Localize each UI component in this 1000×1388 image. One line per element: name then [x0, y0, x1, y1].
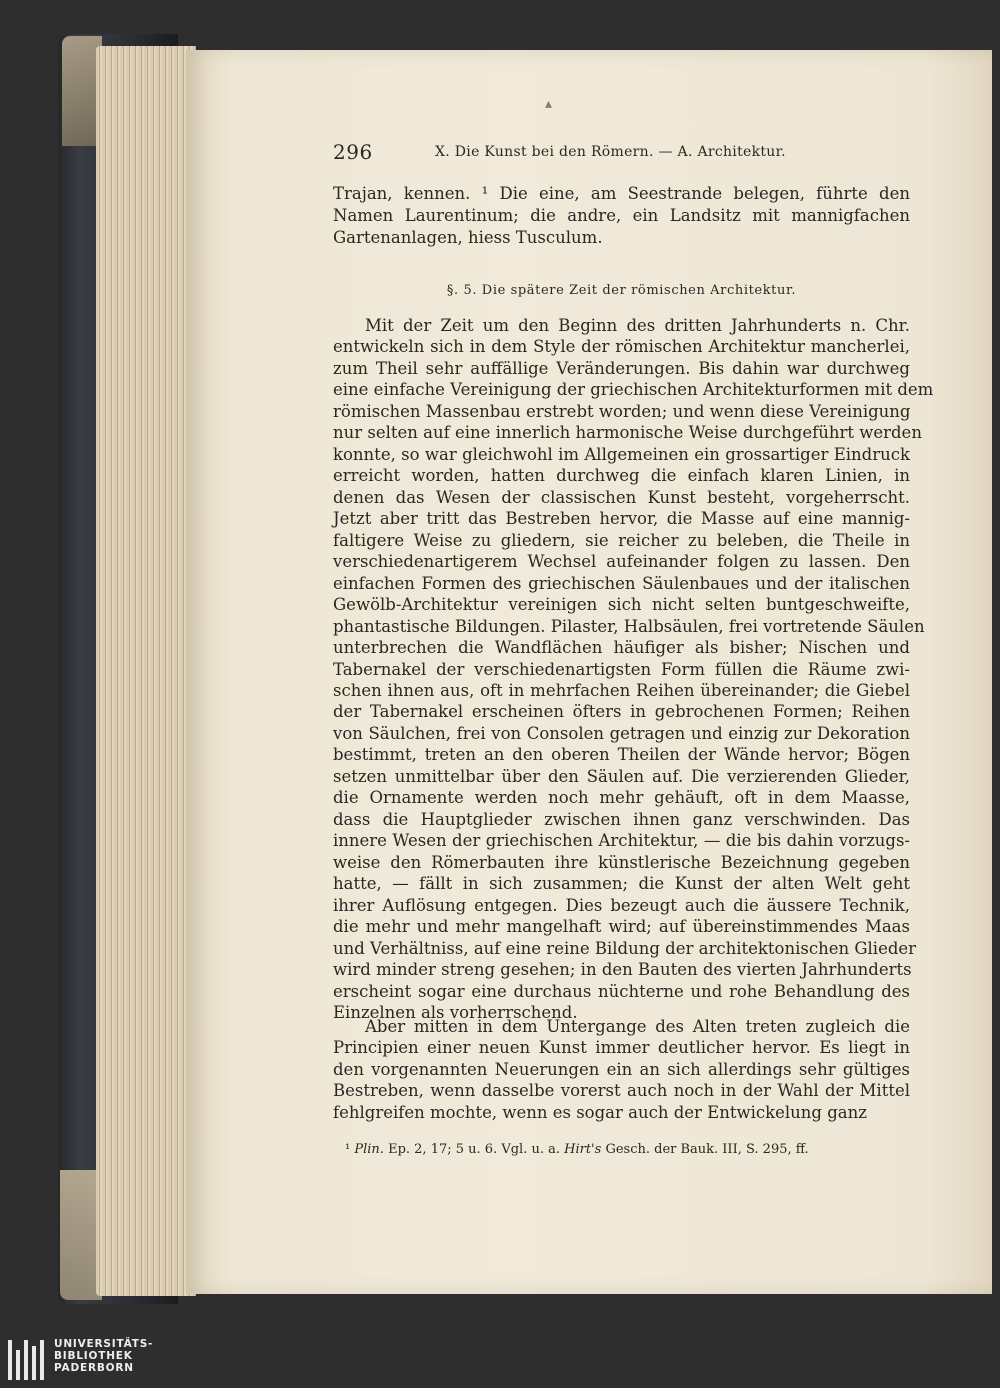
footnote-reference-2: Gesch. der Bauk. III, S. 295, ff.	[605, 1142, 809, 1157]
library-logo-line: PADERBORN	[54, 1362, 134, 1374]
page-number: 296	[333, 140, 373, 164]
text-line: zum Theil sehr auffällige Veränderungen. Bis dahin war durchweg	[333, 358, 910, 378]
text-line: setzen unmittelbar über den Säulen auf. Die verzierenden Glieder,	[333, 766, 910, 786]
running-head: X. Die Kunst bei den Römern. — A. Architektur.	[435, 144, 786, 160]
footnote	[345, 1142, 910, 1157]
text-line: Namen Laurentinum; die andre, ein Landsitz mit mannigfachen	[333, 206, 910, 225]
text-line: konnte, so war gleichwohl im Allgemeinen ein grossartiger Eindruck	[333, 444, 910, 464]
library-logo-icon	[8, 1340, 48, 1380]
page-edges	[96, 46, 196, 1296]
text-line: phantastische Bildungen. Pilaster, Halbsäulen, frei vortretende Säulen	[333, 616, 925, 636]
text-line: von Säulchen, frei von Consolen getragen und einzig zur Dekoration	[333, 723, 910, 743]
text-line: Tabernakel der verschiedenartigsten Form füllen die Räume zwi-	[333, 659, 910, 679]
text-line: der Tabernakel erscheinen öfters in gebrochenen Formen; Reihen	[333, 702, 910, 722]
text-line: Aber mitten in dem Untergange des Alten treten zugleich die	[365, 1017, 910, 1036]
page-header	[333, 140, 910, 170]
section-heading: §. 5. Die spätere Zeit der römischen Architektur.	[446, 283, 797, 298]
text-line: Principien einer neuen Kunst immer deutlicher hervor. Es liegt in	[333, 1038, 910, 1058]
text-line: bestimmt, treten an den oberen Theilen der Wände hervor; Bögen	[333, 745, 910, 765]
text-line: die Ornamente werden noch mehr gehäuft, oft in dem Maasse,	[333, 788, 910, 808]
library-logo-line: UNIVERSITÄTS-	[54, 1338, 154, 1350]
text-line: Gewölb-Architektur vereinigen sich nicht selten buntgeschweifte,	[333, 595, 910, 615]
text-line: erscheint sogar eine durchaus nüchterne und rohe Behandlung des	[333, 981, 910, 1001]
footnote-reference: Ep. 2, 17; 5 u. 6. Vgl. u. a.	[388, 1142, 560, 1157]
text-line: Einzelnen als vorherrschend.	[333, 1003, 578, 1023]
text-line: denen das Wesen der classischen Kunst besteht, vorgeherrscht.	[333, 487, 910, 507]
text-line: und Verhältniss, auf eine reine Bildung der architektonischen Glieder	[333, 938, 917, 958]
text-line: entwickeln sich in dem Style der römischen Architektur mancherlei,	[333, 337, 910, 357]
text-line: hatte, — fällt in sich zusammen; die Kunst der alten Welt geht	[333, 874, 910, 894]
page-speck: ▴	[545, 96, 553, 112]
library-logo-line: BIBLIOTHEK	[54, 1350, 133, 1362]
text-line: Bestreben, wenn dasselbe vorerst auch noch in der Wahl der Mittel	[333, 1081, 910, 1101]
text-line: unterbrechen die Wandflächen häufiger als bisher; Nischen und	[333, 638, 910, 658]
text-line: wird minder streng gesehen; in den Bauten des vierten Jahrhunderts	[333, 960, 912, 980]
text-line: römischen Massenbau erstrebt worden; und wenn diese Vereinigung	[333, 401, 911, 421]
text-line: ihrer Auflösung entgegen. Dies bezeugt auch die äussere Technik,	[333, 895, 910, 915]
text-line: dass die Hauptglieder zwischen ihnen ganz verschwinden. Das	[333, 809, 910, 829]
text-line: die mehr und mehr mangelhaft wird; auf übereinstimmendes Maas	[333, 917, 910, 937]
text-line: Gartenanlagen, hiess Tusculum.	[333, 228, 603, 247]
text-line: Mit der Zeit um den Beginn des dritten Jahrhunderts n. Chr.	[365, 316, 910, 335]
text-line: einfachen Formen des griechischen Säulenbaues und der italischen	[333, 573, 910, 593]
text-line: Trajan, kennen. ¹ Die eine, am Seestrande belegen, führte den	[333, 184, 910, 203]
text-line: verschiedenartigerem Wechsel aufeinander folgen zu lassen. Den	[333, 552, 910, 572]
text-line: schen ihnen aus, oft in mehrfachen Reihen übereinander; die Giebel	[333, 680, 910, 700]
text-line: eine einfache Vereinigung der griechischen Architekturformen mit dem	[333, 380, 934, 400]
library-logo	[8, 1338, 168, 1384]
footnote-marker: ¹	[345, 1142, 351, 1157]
text-line: fehlgreifen mochte, wenn es sogar auch der Entwickelung ganz	[333, 1102, 867, 1122]
text-line: den vorgenannten Neuerungen ein an sich allerdings sehr gültiges	[333, 1059, 910, 1079]
text-line: innere Wesen der griechischen Architektur, — die bis dahin vorzugs-	[333, 831, 910, 851]
text-line: erreicht worden, hatten durchweg die einfach klaren Linien, in	[333, 466, 910, 486]
text-line: faltigere Weise zu gliedern, sie reicher zu beleben, die Theile in	[333, 530, 910, 550]
footnote-author-2: Hirt's	[564, 1142, 602, 1157]
text-line: Jetzt aber tritt das Bestreben hervor, die Masse auf eine mannig-	[333, 509, 910, 529]
text-line: nur selten auf eine innerlich harmonische Weise durchgeführt werden	[333, 423, 922, 443]
footnote-author: Plin.	[354, 1142, 384, 1157]
text-line: weise den Römerbauten ihre künstlerische Bezeichnung gegeben	[333, 852, 910, 872]
